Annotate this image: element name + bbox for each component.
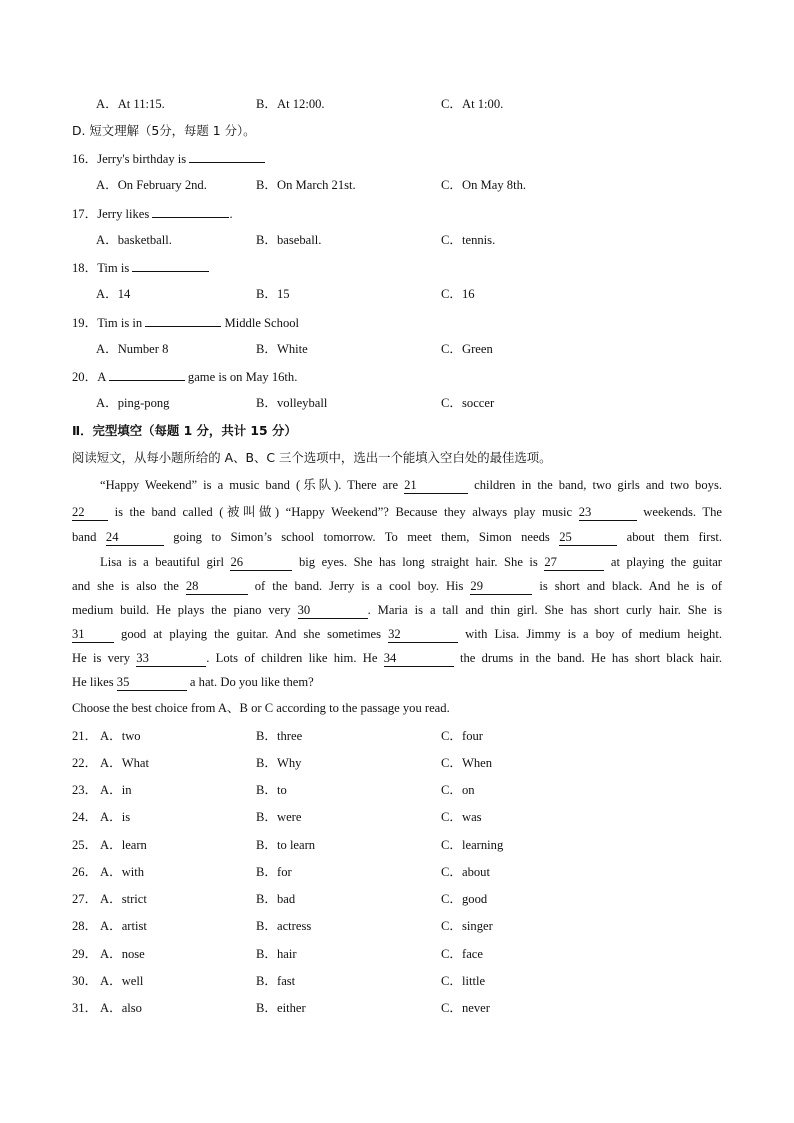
answer-blank[interactable] (109, 366, 185, 381)
question-number: 29． (72, 947, 98, 961)
cloze-blank-32[interactable]: 32 (388, 626, 458, 643)
question-17: 17．Jerry likes . (0, 203, 794, 223)
cloze-blank-25[interactable]: 25 (559, 529, 617, 546)
question-19: 19．Tim is in Middle School (0, 312, 794, 332)
cloze-question-28 (0, 916, 794, 936)
question-number: 23． (72, 783, 98, 797)
option-c[interactable]: C．tennis. (441, 233, 496, 247)
option-c[interactable]: C．face (441, 947, 483, 961)
question-number: 26． (72, 865, 98, 879)
cloze-blank-35[interactable]: 35 (117, 674, 187, 691)
option-c[interactable]: C．about (441, 865, 490, 879)
question-17-options (0, 230, 794, 250)
cloze-question-25 (0, 835, 794, 855)
answer-blank[interactable] (145, 312, 221, 327)
answer-blank[interactable] (189, 148, 265, 163)
option-c[interactable]: C．four (441, 729, 483, 743)
choose-instruction-row (0, 698, 794, 718)
cloze-question-31 (0, 998, 794, 1018)
passage-line: and she is also the 28 of the band. Jerry is a cool boy. His 29 is short and black. And he is of (72, 579, 722, 593)
section-ii-instruction-row (0, 448, 794, 468)
answer-blank[interactable] (132, 257, 209, 272)
option-c[interactable]: C．On May 8th. (441, 178, 527, 192)
option-b[interactable]: B．baseball. (256, 233, 322, 247)
option-c[interactable]: C．on (441, 783, 475, 797)
option-b[interactable]: B．On March 21st. (256, 178, 356, 192)
cloze-blank-33[interactable]: 33 (136, 650, 206, 667)
cloze-passage (72, 475, 722, 695)
option-a[interactable]: A．is (100, 810, 131, 824)
question-number: 30． (72, 974, 98, 988)
question-stem: 20．A (72, 370, 109, 384)
question-number: 24． (72, 810, 98, 824)
option-b[interactable]: B．either (256, 1001, 306, 1015)
option-c[interactable]: C．was (441, 810, 482, 824)
option-a[interactable]: A．On February 2nd. (96, 178, 207, 192)
option-a[interactable]: A．learn (100, 838, 147, 852)
question-19-options (0, 339, 794, 359)
cloze-question-23 (0, 780, 794, 800)
passage-line: 31 good at playing the guitar. And she sometimes 32 with Lisa. Jimmy is a boy of medium height. (72, 627, 722, 641)
cloze-question-29 (0, 944, 794, 964)
option-a[interactable]: A．strict (100, 892, 147, 906)
question-20-options (0, 393, 794, 413)
option-c[interactable]: C．never (441, 1001, 490, 1015)
option-c[interactable]: C．learning (441, 838, 504, 852)
cloze-blank-28[interactable]: 28 (186, 578, 248, 595)
option-b[interactable]: B．to learn (256, 838, 316, 852)
option-c[interactable]: C．16 (441, 287, 475, 301)
question-stem: 17．Jerry likes (72, 207, 153, 221)
question-number: 27． (72, 892, 98, 906)
cloze-blank-34[interactable]: 34 (384, 650, 454, 667)
question-number: 21． (72, 729, 98, 743)
question-16 (0, 148, 794, 168)
cloze-blank-30[interactable]: 30 (298, 602, 368, 619)
cloze-question-21 (0, 726, 794, 746)
cloze-blank-31[interactable]: 31 (72, 626, 114, 643)
answer-blank[interactable] (152, 203, 229, 218)
cloze-question-27 (0, 889, 794, 909)
option-b[interactable]: B．to (256, 783, 287, 797)
option-b[interactable]: B．bad (256, 892, 296, 906)
option-b[interactable]: B．actress (256, 919, 312, 933)
section-ii-instruction: 阅读短文，从每小题所给的 A、B、C 三个选项中，选出一个能填入空白处的最佳选项。 (72, 450, 552, 465)
q15-option-b[interactable]: B．At 12:00. (256, 97, 325, 111)
section-ii-header (0, 421, 794, 441)
cloze-blank-21[interactable]: 21 (404, 477, 468, 494)
option-b[interactable]: B．for (256, 865, 292, 879)
option-a[interactable]: A．in (100, 783, 132, 797)
option-b[interactable]: B．White (256, 342, 308, 356)
option-b[interactable]: B．15 (256, 287, 290, 301)
option-b[interactable]: B．hair (256, 947, 297, 961)
passage-line: medium build. He plays the piano very 30 . Maria is a tall and thin girl. She has short curly hair. She is (72, 603, 722, 617)
section-ii-title: Ⅱ．完型填空（每题 1 分，共计 15 分） (72, 423, 297, 438)
option-a[interactable]: A．14 (96, 287, 131, 301)
option-a[interactable]: A．nose (100, 947, 145, 961)
option-a[interactable]: A．artist (100, 919, 147, 933)
option-b[interactable]: B．were (256, 810, 302, 824)
question-stem: 16．Jerry's birthday is (72, 152, 190, 166)
option-c[interactable]: C．Green (441, 342, 493, 356)
option-a[interactable]: A．also (100, 1001, 142, 1015)
cloze-question-26 (0, 862, 794, 882)
option-c[interactable]: C．When (441, 756, 493, 770)
option-a[interactable]: A．well (100, 974, 144, 988)
option-a[interactable]: A．with (100, 865, 145, 879)
option-b[interactable]: B．fast (256, 974, 296, 988)
q15-option-c[interactable]: C．At 1:00. (441, 97, 504, 111)
question-18 (0, 257, 794, 277)
question-stem: 19．Tim is in (72, 316, 146, 330)
option-a[interactable]: A．two (100, 729, 141, 743)
option-c[interactable]: C．good (441, 892, 488, 906)
option-a[interactable]: A．ping-pong (96, 396, 170, 410)
option-c[interactable]: C．singer (441, 919, 493, 933)
option-a[interactable]: A．What (100, 756, 149, 770)
cloze-question-30 (0, 971, 794, 991)
choose-instruction: Choose the best choice from A、B or C according to the passage you read. (72, 701, 450, 715)
question-18-options (0, 284, 794, 304)
passage-line: 22 is the band called (被叫做) “Happy Weekend”? Because they always play music 23 weekends. The (72, 505, 722, 519)
section-d-title: D. 短文理解（5分，每题 1 分）。 (72, 123, 256, 138)
q15-option-a[interactable]: A．At 11:15. (96, 97, 165, 111)
question-number: 25． (72, 838, 98, 852)
option-a[interactable]: A．Number 8 (96, 342, 169, 356)
q15-options (0, 94, 794, 114)
question-number: 22． (72, 756, 98, 770)
cloze-blank-26[interactable]: 26 (230, 554, 292, 571)
cloze-blank-29[interactable]: 29 (470, 578, 532, 595)
option-a[interactable]: A．basketball. (96, 233, 172, 247)
option-b[interactable]: B．Why (256, 756, 302, 770)
question-stem: 18．Tim is (72, 261, 133, 275)
cloze-blank-23[interactable]: 23 (579, 504, 637, 521)
passage-line: He likes 35 a hat. Do you like them? (72, 675, 314, 689)
option-b[interactable]: B．three (256, 729, 303, 743)
passage-line: band 24 going to Simon’s school tomorrow. To meet them, Simon needs 25 about them first. (72, 530, 722, 544)
option-c[interactable]: C．soccer (441, 396, 495, 410)
cloze-blank-22[interactable]: 22 (72, 504, 108, 521)
option-b[interactable]: B．volleyball (256, 396, 328, 410)
question-number: 28． (72, 919, 98, 933)
question-16-options (0, 175, 794, 195)
section-d-header (0, 121, 794, 141)
passage-line: He is very 33 . Lots of children like him. He 34 the drums in the band. He has short black hair. (72, 651, 722, 665)
question-number: 31． (72, 1001, 98, 1015)
cloze-question-22 (0, 753, 794, 773)
cloze-blank-27[interactable]: 27 (544, 554, 604, 571)
cloze-blank-24[interactable]: 24 (106, 529, 164, 546)
option-c[interactable]: C．little (441, 974, 486, 988)
cloze-question-24 (0, 807, 794, 827)
question-20: 20．A game is on May 16th. (0, 366, 794, 386)
passage-line: “Happy Weekend” is a music band (乐队). There are 21 children in the band, two girls and two boys. (100, 478, 723, 492)
passage-line: Lisa is a beautiful girl 26 big eyes. She has long straight hair. She is 27 at playing the guitar (100, 555, 722, 569)
